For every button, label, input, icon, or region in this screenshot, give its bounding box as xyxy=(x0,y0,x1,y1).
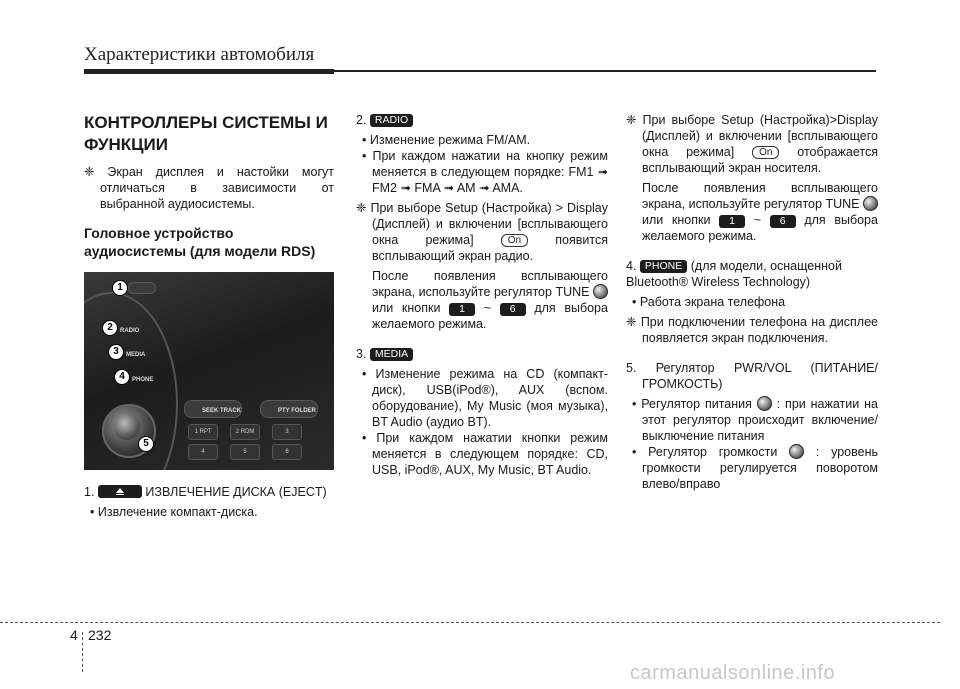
page-number: 232 xyxy=(88,627,112,643)
column-3 xyxy=(626,112,878,492)
volume-knob-text: • Регулятор громкости xyxy=(632,445,778,459)
note-media-text: ❈ При выборе Setup (Настройка)>Display (Дисплей) и включении [всплывающего окна режима] xyxy=(626,113,878,159)
item-1 xyxy=(84,484,334,500)
item-3 xyxy=(356,346,608,362)
note-phone-connect: ❈ При подключении телефона на дисплее появляется экран подключения. xyxy=(626,315,878,345)
footer-divider xyxy=(0,622,940,623)
item-4-text: (для модели, оснащенной Bluetooth® Wireless Technology) xyxy=(626,259,842,289)
column-1 xyxy=(84,112,334,520)
item-3-number: 3. xyxy=(356,347,367,361)
para-radio-text-end: для выбора желаемого режима. xyxy=(372,301,608,331)
note-media-popup xyxy=(626,112,878,176)
callout-badge-1: 1 xyxy=(112,280,128,296)
watermark: carmanualsonline.info xyxy=(630,662,836,684)
bullet-phone-screen: • Работа экрана телефона xyxy=(632,295,786,309)
panel-label-radio: RADIO xyxy=(120,328,140,334)
item-4 xyxy=(626,258,878,290)
eject-panel-button xyxy=(128,282,156,294)
para-media-text-end: для выбора желаемого режима. xyxy=(642,213,878,243)
preset-5: 5 xyxy=(230,444,260,460)
item-2-number: 2. xyxy=(356,113,367,127)
volume-knob-icon xyxy=(789,444,804,459)
button-6-icon: 6 xyxy=(500,303,526,316)
button-1-icon: 1 xyxy=(449,303,475,316)
footer-vertical-divider xyxy=(82,632,83,672)
item-2 xyxy=(356,112,608,128)
callout-badge-3: 3 xyxy=(108,344,124,360)
bullet-volume-knob xyxy=(626,444,878,492)
button-6-icon-2: 6 xyxy=(770,215,796,228)
panel-label-phone: PHONE xyxy=(132,377,154,383)
note-radio-text-end: появится всплывающий экран радио. xyxy=(372,233,608,263)
note-media-text-end: отображается всплывающий экран носителя. xyxy=(642,145,878,175)
item-5: 5. Регулятор PWR/VOL (ПИТАНИЕ/ГРОМКОСТЬ) xyxy=(626,361,878,391)
item-1-text: ИЗВЛЕЧЕНИЕ ДИСКА (EJECT) xyxy=(145,485,327,499)
section-title: КОНТРОЛЛЕРЫ СИСТЕМЫ И ФУНКЦИИ xyxy=(84,113,328,154)
column-2 xyxy=(356,112,608,478)
media-button-icon: MEDIA xyxy=(370,348,413,361)
note-display: ❈ Экран дисплея и настойки могут отличаться в зависимости от выбранной аудиосистемы. xyxy=(84,165,334,211)
preset-3: 3 xyxy=(272,424,302,440)
para-media-tune xyxy=(626,180,878,244)
para-media-text: После появления всплывающего экрана, используйте регулятор TUNE xyxy=(642,181,878,211)
bullet-media-modes: • Изменение режима на CD (компакт-диск), USB(iPod®), AUX (вспом. оборудование), My Music (моя музыка), BT Audio (аудио BT). xyxy=(362,367,608,429)
panel-label-pty: PTY FOLDER xyxy=(278,408,316,414)
tune-knob-icon-2 xyxy=(863,196,878,211)
preset-1: 1 RPT xyxy=(188,424,218,440)
header-rule-accent xyxy=(84,69,334,74)
pwr-vol-knob-top xyxy=(114,414,140,440)
bullet-power-knob xyxy=(626,396,878,444)
para-radio-text: После появления всплывающего экрана, используйте регулятор TUNE xyxy=(372,269,608,299)
bullet-radio-order: • При каждом нажатии на кнопку режим меняется в следующем порядке: FM1 ➟ FM2 ➟ FMA ➟ AM ➟ AMA. xyxy=(362,149,608,195)
bullet-fm-am: • Изменение режима FM/AM. xyxy=(362,133,531,147)
panel-label-seek: SEEK TRACK xyxy=(202,408,242,414)
power-knob-text-end: : при нажатии на этот регулятор происходит включение/выключение питания xyxy=(642,397,878,443)
tilde-2: ~ xyxy=(753,213,762,227)
radio-button-icon: RADIO xyxy=(370,114,413,127)
power-knob-text: • Регулятор питания xyxy=(632,397,752,411)
para-radio-tune xyxy=(356,268,608,332)
page-header-title: Характеристики автомобиля xyxy=(84,44,315,65)
bullet-media-order: • При каждом нажатии кнопки режим меняется в следующем порядке: CD, USB, iPod®, AUX, My Music, BT Audio. xyxy=(362,431,608,477)
preset-2: 2 RDM xyxy=(230,424,260,440)
callout-badge-5: 5 xyxy=(138,436,154,452)
chapter-number: 4 xyxy=(70,627,78,643)
power-knob-icon xyxy=(757,396,772,411)
panel-label-media: MEDIA xyxy=(126,352,146,358)
phone-button-icon: PHONE xyxy=(640,260,687,273)
head-unit-photo xyxy=(84,272,334,470)
callout-badge-4: 4 xyxy=(114,369,130,385)
button-1-icon-2: 1 xyxy=(719,215,745,228)
note-radio-popup xyxy=(356,200,608,264)
item-1-bullet: • Извлечение компакт-диска. xyxy=(90,505,258,519)
callout-badge-2: 2 xyxy=(102,320,118,336)
eject-icon xyxy=(98,485,142,498)
item-4-number: 4. xyxy=(626,259,637,273)
note-radio-text: ❈ При выборе Setup (Настройка) > Display (Дисплей) и включении [всплывающего окна режима] xyxy=(356,201,608,247)
preset-4: 4 xyxy=(188,444,218,460)
or-buttons-text-2: или кнопки xyxy=(642,213,711,227)
preset-6: 6 xyxy=(272,444,302,460)
volume-knob-text-end: : уровень громкости регулируется поворотом влево/вправо xyxy=(642,445,878,491)
on-button-icon: On xyxy=(501,234,528,247)
or-buttons-text: или кнопки xyxy=(372,301,441,315)
tune-knob-icon xyxy=(593,284,608,299)
on-button-icon-2: On xyxy=(752,146,779,159)
item-1-number: 1. xyxy=(84,485,95,499)
subsection-title: Головное устройство аудиосистемы (для модели RDS) xyxy=(84,225,316,259)
tilde: ~ xyxy=(483,301,492,315)
